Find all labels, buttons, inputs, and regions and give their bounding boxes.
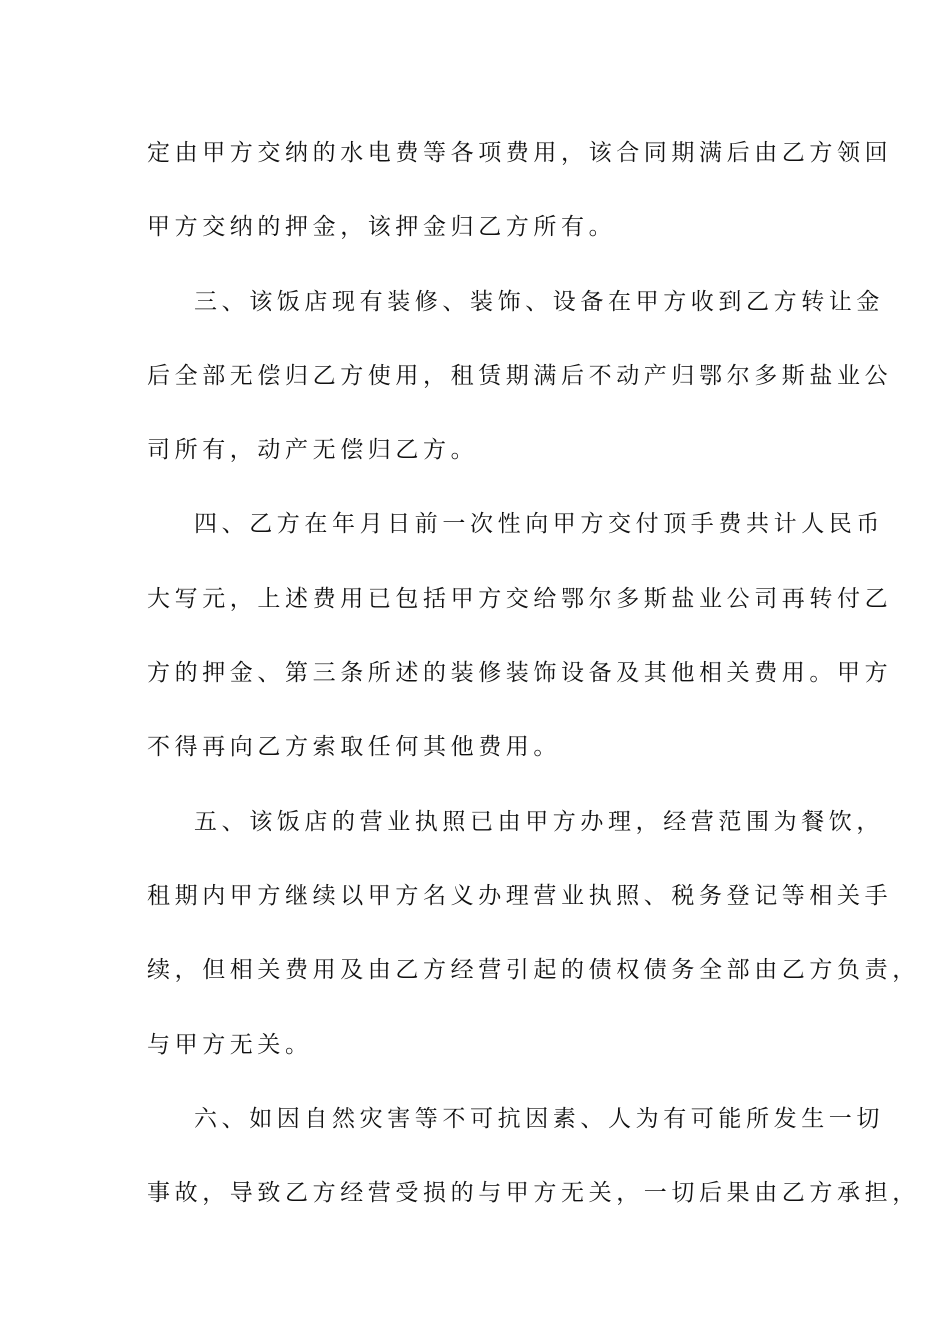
body-line: 司所有，动产无偿归乙方。	[147, 437, 479, 464]
body-line: 甲方交纳的押金，该押金归乙方所有。	[147, 214, 617, 241]
body-line: 续，但相关费用及由乙方经营引起的债权债务全部由乙方负责，	[147, 957, 920, 984]
body-line: 定由甲方交纳的水电费等各项费用，该合同期满后由乙方领回	[147, 140, 893, 166]
body-line: 租期内甲方继续以甲方名义办理营业执照、税务登记等相关手	[147, 882, 893, 909]
body-line: 与甲方无关。	[147, 1031, 313, 1058]
clause-6-start: 六、如因自然灾害等不可抗因素、人为有可能所发生一切	[194, 1105, 884, 1132]
body-line: 大写元，上述费用已包括甲方交给鄂尔多斯盐业公司再转付乙	[147, 585, 893, 612]
body-line: 方的押金、第三条所述的装修装饰设备及其他相关费用。甲方	[147, 660, 893, 687]
clause-4-start: 四、乙方在年月日前一次性向甲方交付顶手费共计人民币	[194, 511, 884, 538]
body-line: 事故，导致乙方经营受损的与甲方无关，一切后果由乙方承担，	[147, 1180, 920, 1207]
document-body	[147, 127, 920, 1241]
clause-5-start: 五、该饭店的营业执照已由甲方办理，经营范围为餐饮，	[194, 808, 884, 835]
body-line: 不得再向乙方索取任何其他费用。	[147, 734, 561, 761]
body-line: 后全部无偿归乙方使用，租赁期满后不动产归鄂尔多斯盐业公	[147, 362, 893, 389]
clause-3-start: 三、该饭店现有装修、装饰、设备在甲方收到乙方转让金	[194, 288, 884, 315]
